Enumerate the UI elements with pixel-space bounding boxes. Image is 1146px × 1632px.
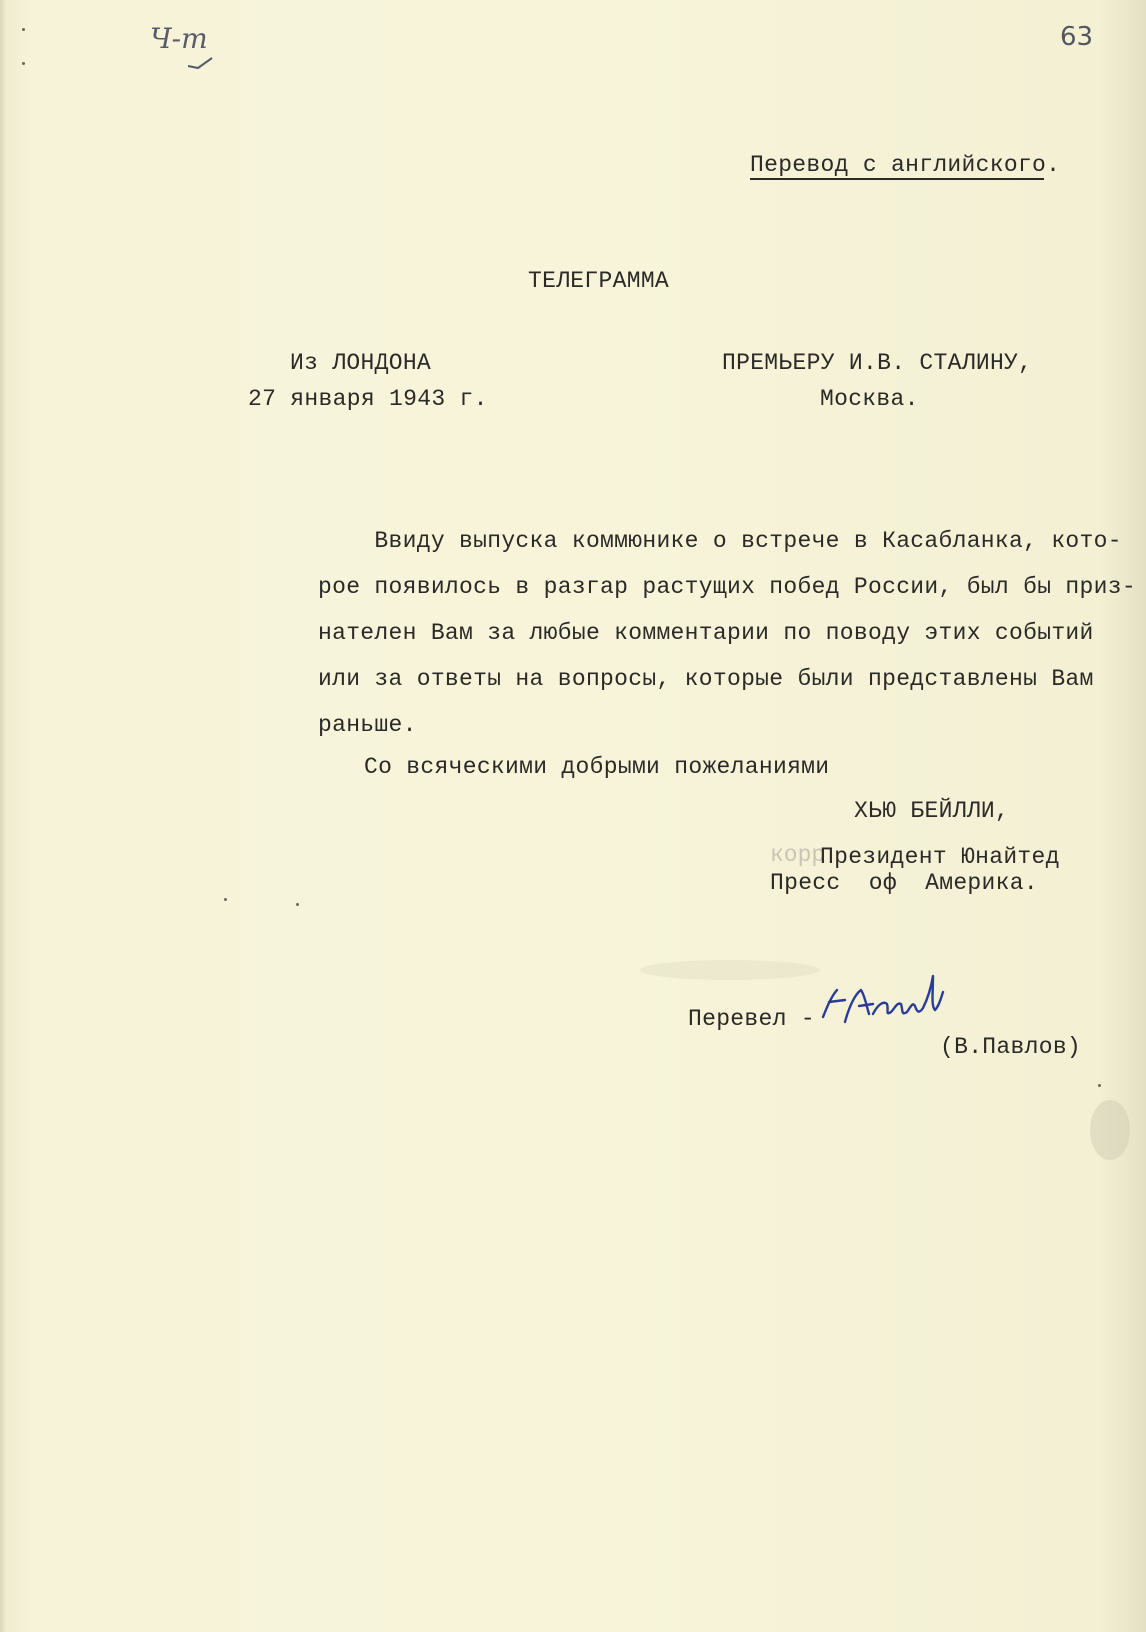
paper-speck (296, 903, 299, 906)
page-number: 63 (1060, 22, 1094, 52)
paper-speck (22, 62, 25, 65)
body-line: раньше. (318, 712, 417, 738)
translator-name: (В.Павлов) (940, 1034, 1082, 1060)
paper-speck (224, 898, 227, 901)
document-title: ТЕЛЕГРАММА (528, 268, 670, 294)
paper-stain (1090, 1100, 1130, 1160)
archive-mark-tick (186, 56, 216, 70)
sender-title-line1: Президент Юнайтед (820, 844, 1060, 870)
paper-speck (1098, 1084, 1101, 1087)
sender-name: ХЬЮ БЕЙЛЛИ, (854, 798, 1010, 824)
body-line: или за ответы на вопросы, которые были представлены Вам (318, 666, 1094, 692)
paper-speck (22, 28, 25, 31)
body-line: Ввиду выпуска коммюнике о встрече в Касабланка, кото- (318, 528, 1122, 554)
translation-note-underline (750, 178, 1044, 180)
telegram-body (318, 518, 1136, 748)
closing-line: Со всяческими добрыми пожеланиями (364, 754, 830, 780)
recipient-name: ПРЕМЬЕРУ И.В. СТАЛИНУ, (722, 350, 1033, 376)
translation-note: Перевод с английского. (750, 152, 1061, 178)
translator-label: Перевел - (688, 1006, 815, 1032)
recipient-city: Москва. (820, 386, 919, 412)
sender-title-line2: Пресс оф Америка. (770, 870, 1038, 896)
struck-text: корр (770, 842, 826, 868)
origin-city: Из ЛОНДОНА (290, 350, 432, 376)
body-line: нателен Вам за любые комментарии по поводу этих событий (318, 620, 1094, 646)
paper-stain (640, 960, 820, 980)
origin-date: 27 января 1943 г. (248, 386, 488, 412)
translator-signature (815, 962, 955, 1032)
archive-mark: Ч-т (150, 22, 208, 55)
body-line: рое появилось в разгар растущих побед России, был бы приз- (318, 574, 1136, 600)
